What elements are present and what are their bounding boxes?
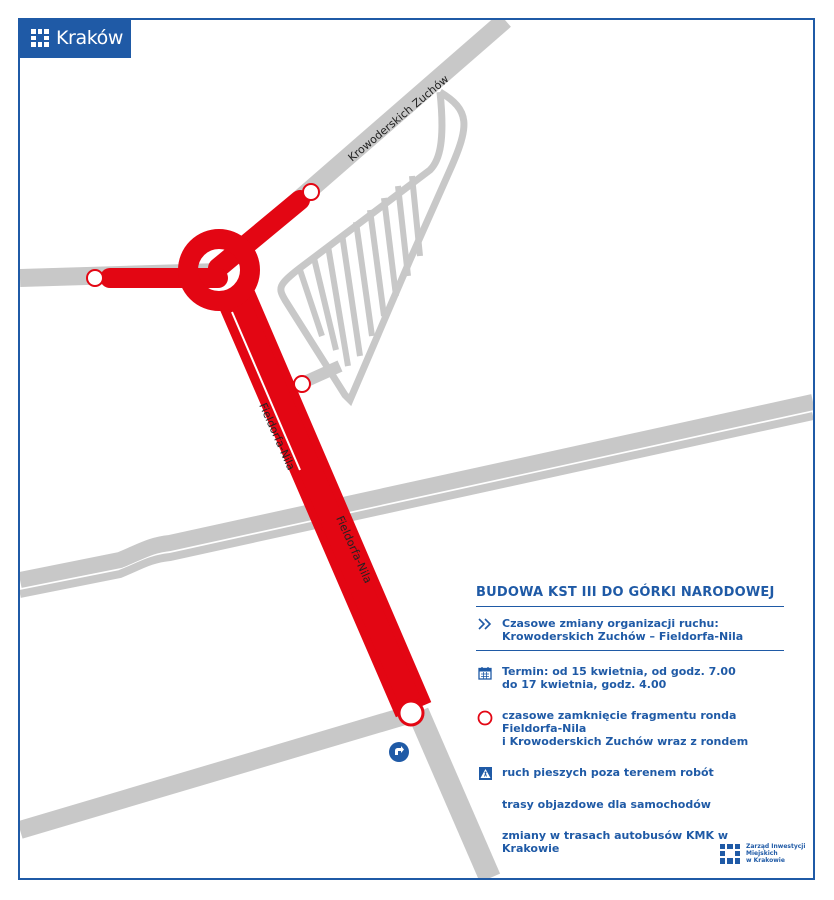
logo-text: Kraków <box>56 27 124 49</box>
closure-point-circle <box>303 184 319 200</box>
zim-logo <box>720 843 805 864</box>
term-line2: do 17 kwietnia, godz. 4.00 <box>502 678 667 691</box>
double-chevron-right-icon <box>476 617 494 643</box>
road-east-west-upper <box>20 402 813 580</box>
street-label-fieldorfa-upper: Fieldorfa-Nila <box>256 400 298 473</box>
legend-closure <box>476 709 784 748</box>
legend-subtitle <box>476 617 784 651</box>
road-east-west-lower <box>20 416 813 594</box>
closure-point-circle <box>399 701 423 725</box>
bus-changes-text: zmiany w trasach autobusów KMK w Krakowie <box>502 829 728 855</box>
closure-line2: i Krowoderskich Zuchów wraz z rondem <box>502 735 749 748</box>
krakow-grid-icon <box>31 29 49 47</box>
subtitle-line2: Krowoderskich Zuchów – Fieldorfa-Nila <box>502 630 744 643</box>
car-detours-text: trasy objazdowe dla samochodów <box>502 798 711 811</box>
legend <box>476 585 784 855</box>
closure-point-circle <box>87 270 103 286</box>
legend-title: BUDOWA KST III DO GÓRKI NARODOWEJ <box>476 585 784 607</box>
org-name: Zarząd Inwestycji Miejskich w Krakowie <box>746 843 806 864</box>
legend-term <box>476 665 784 691</box>
legend-car-detours <box>476 798 784 811</box>
subtitle-line1: Czasowe zmiany organizacji ruchu: <box>502 617 719 630</box>
closure-circle-icon <box>476 709 494 748</box>
calendar-icon <box>476 665 494 691</box>
road-southwest <box>20 712 418 830</box>
legend-pedestrian <box>476 766 784 780</box>
street-label-fieldorfa-lower: Fieldorfa-Nila <box>333 513 375 586</box>
pedestrian-text: ruch pieszych poza terenem robót <box>502 766 714 779</box>
krakow-logo <box>18 18 131 58</box>
street-label-krowoderskich: Krowoderskich Zuchów <box>345 72 452 165</box>
pedestrian-icon <box>476 766 494 780</box>
closure-line1: czasowe zamknięcie fragmentu ronda Fieldorfa-Nila <box>502 709 737 735</box>
detour-arrow-icon <box>389 742 409 762</box>
closure-point-circle <box>294 376 310 392</box>
term-line1: Termin: od 15 kwietnia, od godz. 7.00 <box>502 665 736 678</box>
zim-grid-icon <box>720 844 740 864</box>
